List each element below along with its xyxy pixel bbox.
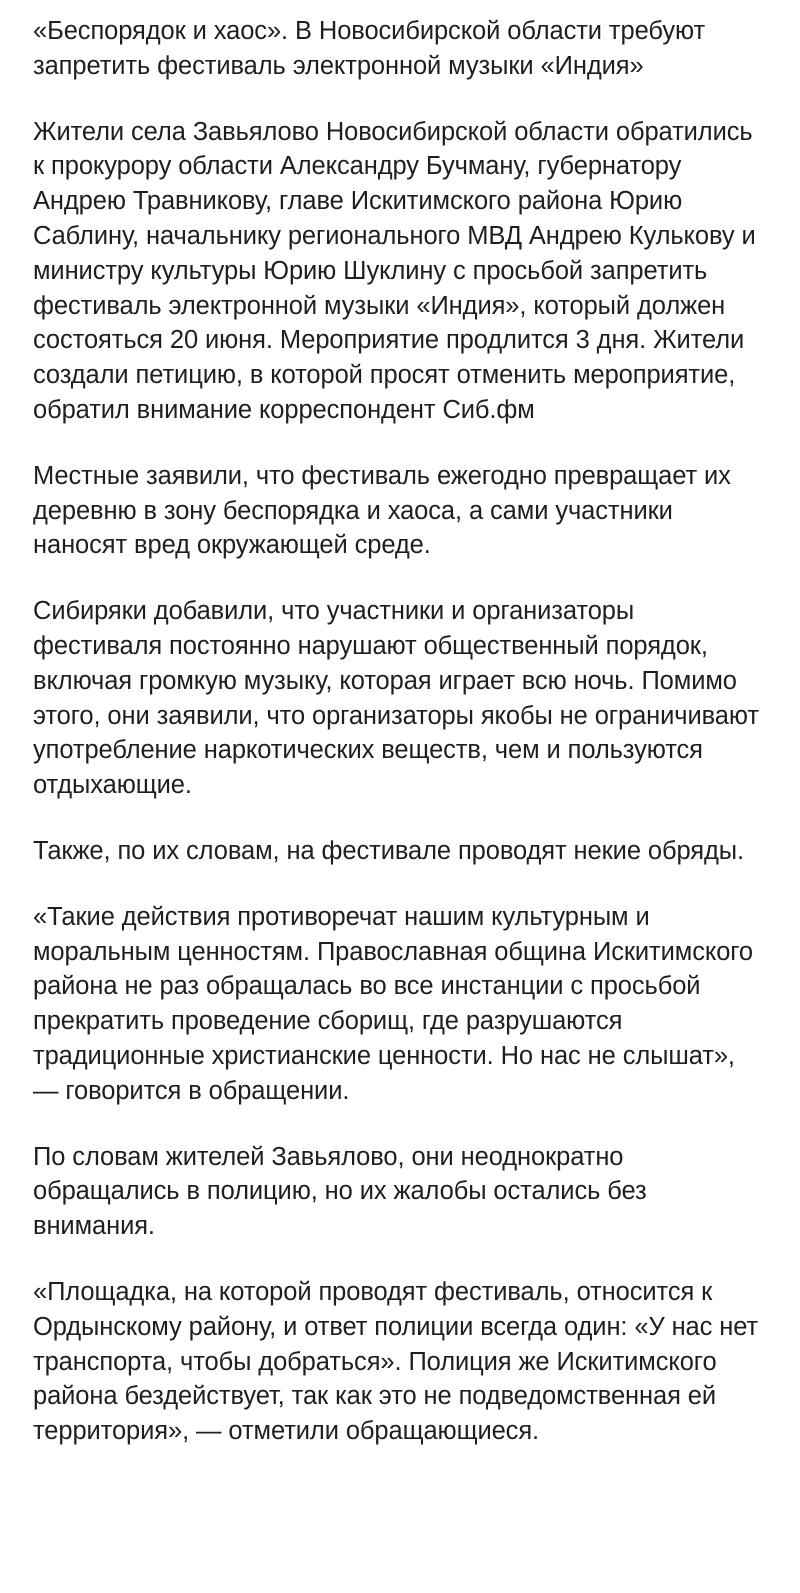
paragraph-rituals: Также, по их словам, на фестивале проводят некие обряды. <box>33 836 744 865</box>
paragraph-petition: Жители села Завьялово Новосибирской области обратились к прокурору области Александру Бучману, губернатору Андрею Травникову, главе Искитимского района Юрию Саблину, начальнику регионального МВД Андрею Кулькову и министру культуры Юрию Шуклину с просьбой запретить фестиваль электронной музыки «Индия», который должен состояться 20 июня. Мероприятие продлится 3 дня. Жители создали петицию, в которой просят отменить мероприятие, обратил внимание корреспондент Сиб.фм <box>33 117 756 424</box>
paragraph-order-violations: Сибиряки добавили, что участники и организаторы фестиваля постоянно нарушают общественный порядок, включая громкую музыку, которая играет всю ночь. Помимо этого, они заявили, что организаторы якобы не ограничивают употребление наркотических веществ, чем и пользуются отдыхающие. <box>33 597 759 800</box>
paragraph-chaos: Местные заявили, что фестиваль ежегодно превращает их деревню в зону беспорядка и хаоса, а сами участники наносят вред окружающей среде. <box>33 461 731 560</box>
paragraph-police-complaints: По словам жителей Завьялово, они неоднократно обращались в полицию, но их жалобы остались без внимания. <box>33 1142 647 1241</box>
article-headline: «Беспорядок и хаос». В Новосибирской области требуют запретить фестиваль электронной музыки «Индия» <box>33 17 706 80</box>
paragraph-quote-police: «Площадка, на которой проводят фестиваль, относится к Ордынскому району, и ответ полиции всегда один: «У нас нет транспорта, чтобы добраться». Полиция же Искитимского района бездействует, так как это не подведомственная ей территория», — отметили обращающиеся. <box>33 1277 759 1446</box>
article-body <box>0 14 800 1449</box>
paragraph-quote-values: «Такие действия противоречат нашим культурным и моральным ценностям. Православная община Искитимского района не раз обращалась во все инстанции с просьбой прекратить проведение сборищ, где разрушаются традиционные христианские ценности. Но нас не слышат», — говорится в обращении. <box>33 902 753 1105</box>
